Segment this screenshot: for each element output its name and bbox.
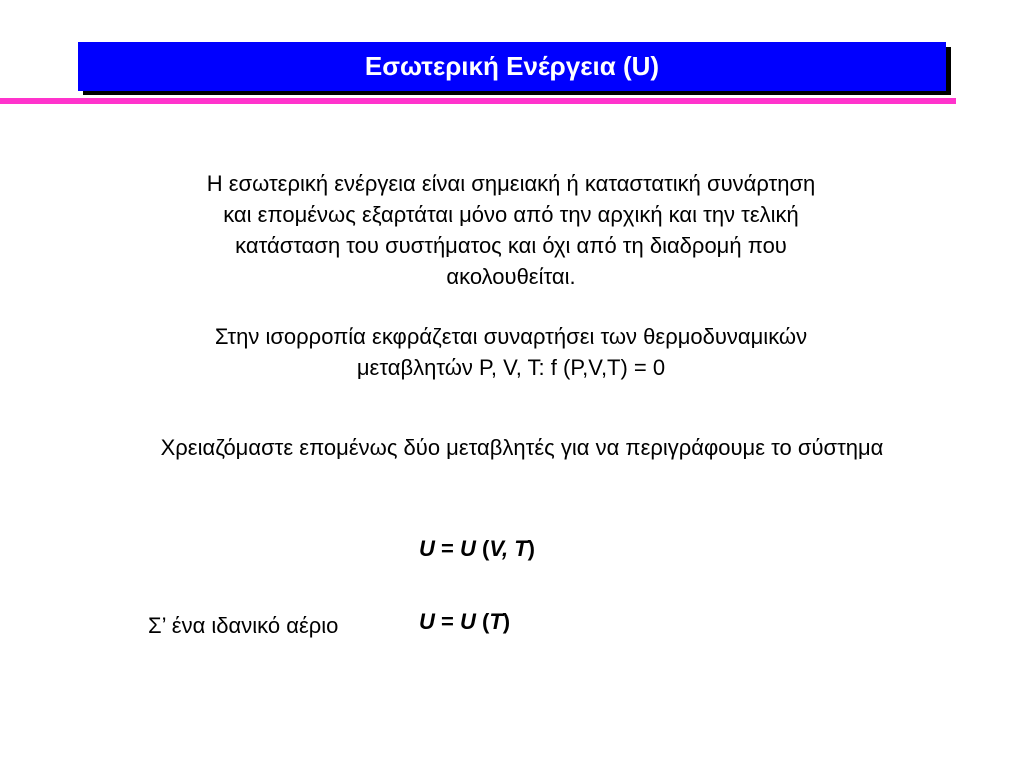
paragraph-line: Χρειαζόμαστε επομένως δύο μεταβλητές για να περιγράφουμε το σύστημα [160, 435, 884, 460]
paragraph-state-function [100, 168, 922, 292]
paragraph-equilibrium [100, 321, 922, 383]
paragraph-line: Η εσωτερική ενέργεια είναι σημειακή ή καταστατική συνάρτηση [206, 171, 816, 196]
paragraph-two-variables [0, 432, 1024, 463]
equation-equals: = [434, 536, 460, 561]
slide-title: Εσωτερική Ενέργεια (U) [364, 51, 660, 81]
equation-arguments: V, T [489, 536, 528, 561]
equation-lhs: U [419, 536, 435, 561]
equation-equals: = [434, 609, 460, 634]
title-bar [78, 42, 946, 91]
equation-close-paren: ) [527, 536, 535, 561]
paragraph-line: κατάσταση του συστήματος και όχι από τη διαδρομή που [235, 233, 787, 258]
paragraph-line: Στην ισορροπία εκφράζεται συναρτήσει των θερμοδυναμικών [214, 324, 808, 349]
paragraph-line: μεταβλητών P, V, T: f (P,V,T) = 0 [356, 355, 666, 380]
equation-open-paren: ( [475, 609, 490, 634]
equation-u-of-v-t [419, 536, 535, 562]
equation-function: U [459, 609, 476, 634]
equation-u-of-t [419, 609, 510, 635]
paragraph-line: ακολουθείται. [446, 264, 576, 289]
equation-function: U [459, 536, 476, 561]
equation-arguments: T [489, 609, 503, 634]
paragraph-line: και επομένως εξαρτάται μόνο από την αρχική και την τελική [223, 202, 799, 227]
equation-lhs: U [419, 609, 435, 634]
equation-close-paren: ) [502, 609, 511, 634]
equation-open-paren: ( [475, 536, 490, 561]
ideal-gas-label: Σ’ ένα ιδανικό αέριο [148, 613, 339, 638]
title-accent-rule [0, 98, 956, 104]
